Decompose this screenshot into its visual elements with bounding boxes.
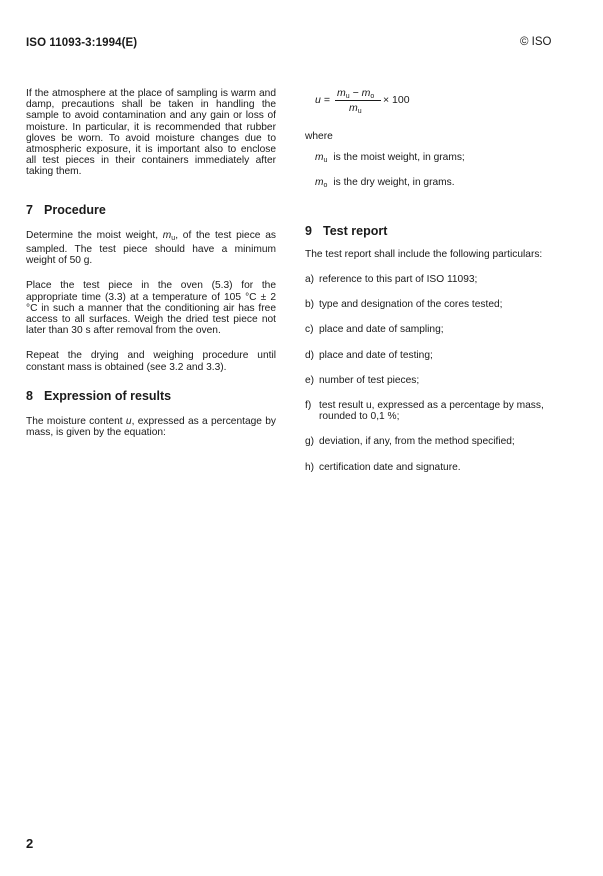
procedure-paragraph-1	[26, 230, 276, 267]
section-7-title: Procedure	[44, 202, 106, 217]
section-7-number: 7	[26, 202, 33, 217]
page-number: 2	[26, 836, 34, 851]
list-item: e) number of test pieces;	[305, 374, 420, 386]
definition-moist-weight: $m_u$ is the moist weight, in grams;	[315, 152, 465, 165]
moist-weight-subscript: u	[171, 234, 176, 242]
moisture-symbol: u	[125, 416, 132, 428]
equation-denominator: $m_u$	[349, 102, 362, 115]
section-8-number: 8	[26, 388, 33, 403]
results-text-a: The moisture content	[26, 416, 123, 428]
list-item: a) reference to this part of ISO 11093;	[305, 274, 478, 286]
copyright-mark: © ISO	[520, 36, 552, 48]
where-label: where	[305, 131, 333, 142]
intro-paragraph: If the atmosphere at the place of sampling is warm and damp, precautions shall be taken in handling the sample to avoid contamination and any gain or loss of moisture. In particular, it is recommended that rubber gloves be worn. To avoid moisture changes due to atmospheric exposure, it is important also to enclose all test pieces in their containers immediately after taking them.	[26, 88, 276, 178]
moisture-equation	[315, 88, 561, 122]
section-8-title: Expression of results	[44, 388, 172, 403]
section-9-heading	[305, 223, 561, 238]
results-paragraph	[26, 416, 276, 438]
document-id: ISO 11093-3:1994(E)	[26, 37, 138, 49]
list-item: g) deviation, if any, from the method specified;	[305, 436, 515, 448]
section-7-heading	[26, 202, 276, 217]
list-item: f) test result u, expressed as a percentage by mass, rounded to 0,1 %;	[305, 400, 544, 423]
procedure-paragraph-3: Repeat the drying and weighing procedure until constant mass is obtained (see 3.2 and 3.3).	[26, 350, 276, 373]
definition-dry-weight: $m_o$ is the dry weight, in grams.	[315, 177, 455, 190]
results-text-b: , expressed as a percentage by mass, is given by the equation:	[26, 416, 276, 439]
equation-numerator: $m_u - m_o$	[337, 87, 375, 100]
fraction-bar	[335, 100, 381, 101]
test-report-intro: The test report shall include the following particulars:	[305, 248, 543, 260]
right-column	[305, 88, 561, 473]
list-item: c) place and date of sampling;	[305, 324, 444, 336]
section-8-heading	[26, 388, 276, 403]
left-column	[26, 88, 276, 438]
section-9-number: 9	[305, 223, 312, 238]
list-item: h) certification date and signature.	[305, 461, 461, 473]
procedure-p1-text-b: , of the test piece as sampled. The test piece should have a minimum weight of 50 g.	[26, 229, 276, 267]
procedure-paragraph-2: Place the test piece in the oven (5.3) for the appropriate time (3.3) at a temperature of 105 °C ± 2 °C in such a manner that the conditioning air has free access to all surfaces. Weigh the dried test piece not later than 30 s after removal from the oven.	[26, 280, 276, 337]
moist-weight-symbol: m	[162, 229, 172, 241]
section-9-title: Test report	[323, 223, 388, 238]
equation-multiplier: × 100	[383, 94, 410, 106]
procedure-p1-text-a: Determine the moist weight,	[26, 229, 159, 241]
equation-lhs: u =	[315, 94, 330, 106]
list-item: d) place and date of testing;	[305, 349, 433, 361]
list-item: b) type and designation of the cores tested;	[305, 299, 503, 311]
